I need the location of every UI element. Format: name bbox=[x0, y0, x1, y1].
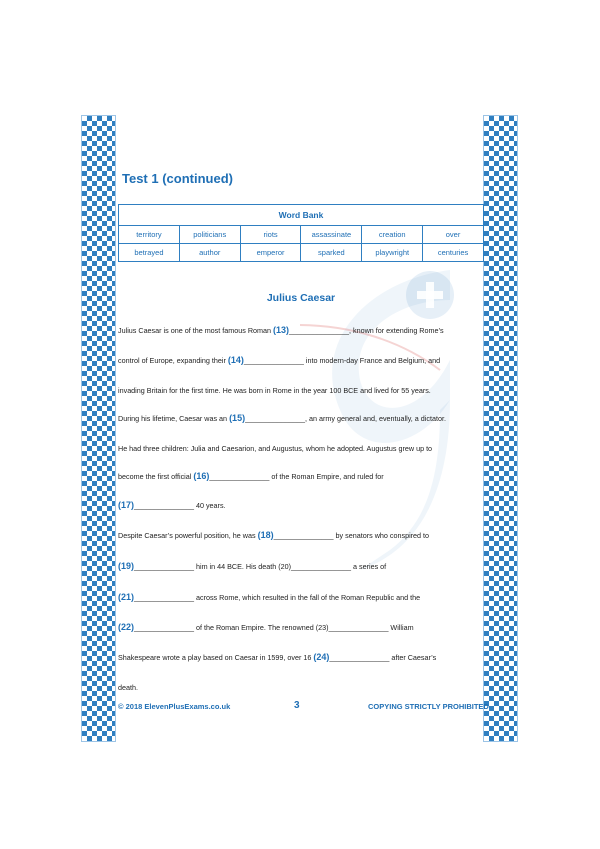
decorative-checkered-border-left bbox=[82, 116, 115, 741]
word-bank-word: centuries bbox=[423, 244, 484, 262]
footer-copyright: © 2018 ElevenPlusExams.co.uk bbox=[118, 702, 231, 711]
passage-line: become the first official (16)_______________ of the Roman Empire, and ruled for bbox=[118, 471, 384, 481]
passage-line: He had three children: Julia and Caesarion, and Augustus, whom he adopted. Augustus grew up to bbox=[118, 444, 433, 453]
passage-line: Shakespeare wrote a play based on Caesar in 1599, over 16 (24)_______________ after Caesar’s bbox=[118, 652, 437, 662]
word-bank-word: emperor bbox=[240, 244, 301, 262]
answer-blank: _______________ after Caesar’s bbox=[329, 653, 437, 662]
passage-line bbox=[118, 592, 484, 603]
passage-line bbox=[118, 561, 484, 572]
answer-blank: _______________ of the Roman Empire, and ruled for bbox=[209, 472, 384, 481]
answer-blank: _______________ him in 44 BCE. His death (20)_______________ a series of bbox=[134, 562, 387, 571]
question-number: (22) bbox=[118, 622, 135, 632]
answer-blank: _______________ into modern-day France and Belgium, and bbox=[243, 356, 441, 365]
word-bank-heading: Word Bank bbox=[119, 205, 484, 226]
word-bank-row bbox=[119, 244, 484, 262]
word-bank-word: territory bbox=[119, 226, 180, 244]
question-number: (15) bbox=[229, 413, 246, 423]
answer-blank: _______________ of the Roman Empire. The renowned (23)_______________ William bbox=[134, 623, 414, 632]
passage-line bbox=[118, 622, 484, 633]
question-number: (21) bbox=[118, 592, 135, 602]
passage-line: Despite Caesar’s powerful position, he was (18)_______________ by senators who conspired to bbox=[118, 530, 430, 540]
question-number: (18) bbox=[257, 530, 274, 540]
word-bank-word: author bbox=[179, 244, 240, 262]
passage-line bbox=[118, 500, 484, 511]
question-number: (16) bbox=[193, 471, 210, 481]
word-bank-word: betrayed bbox=[119, 244, 180, 262]
word-bank-word: assassinate bbox=[301, 226, 362, 244]
question-number: (14) bbox=[227, 355, 244, 365]
word-bank-word: politicians bbox=[179, 226, 240, 244]
question-number: (17) bbox=[118, 500, 135, 510]
answer-blank: _______________ across Rome, which resulted in the fall of the Roman Republic and the bbox=[134, 593, 421, 602]
passage-title: Julius Caesar bbox=[266, 292, 336, 304]
answer-blank: _______________ by senators who conspired to bbox=[273, 531, 430, 540]
answer-blank: _______________ 40 years. bbox=[134, 501, 226, 510]
passage-line: Julius Caesar is one of the most famous Roman (13)_______________, known for extending Rome’s bbox=[118, 325, 444, 335]
passage-line: control of Europe, expanding their (14)_______________ into modern-day France and Belgium, and bbox=[118, 355, 441, 365]
word-bank-row bbox=[119, 226, 484, 244]
page-number: 3 bbox=[294, 700, 300, 711]
passage-line: During his lifetime, Caesar was an (15)_______________, an army general and, eventually, a dictator. bbox=[118, 413, 446, 423]
word-bank-table bbox=[118, 204, 484, 262]
word-bank-word: riots bbox=[240, 226, 301, 244]
question-number: (13) bbox=[273, 325, 290, 335]
passage-line: invading Britain for the first time. He was born in Rome in the year 100 BCE and lived for 55 years. bbox=[118, 386, 431, 395]
answer-blank: _______________, known for extending Rome’s bbox=[289, 326, 444, 335]
word-bank-word: over bbox=[423, 226, 484, 244]
decorative-checkered-border-right bbox=[484, 116, 517, 741]
page-title: Test 1 (continued) bbox=[122, 171, 233, 186]
question-number: (19) bbox=[118, 561, 135, 571]
word-bank-word: sparked bbox=[301, 244, 362, 262]
word-bank-word: playwright bbox=[362, 244, 423, 262]
answer-blank: _______________, an army general and, eventually, a dictator. bbox=[245, 414, 446, 423]
passage-line: death. bbox=[118, 683, 138, 692]
footer-notice: COPYING STRICTLY PROHIBITED bbox=[368, 702, 489, 711]
word-bank-word: creation bbox=[362, 226, 423, 244]
question-number: (24) bbox=[313, 652, 330, 662]
